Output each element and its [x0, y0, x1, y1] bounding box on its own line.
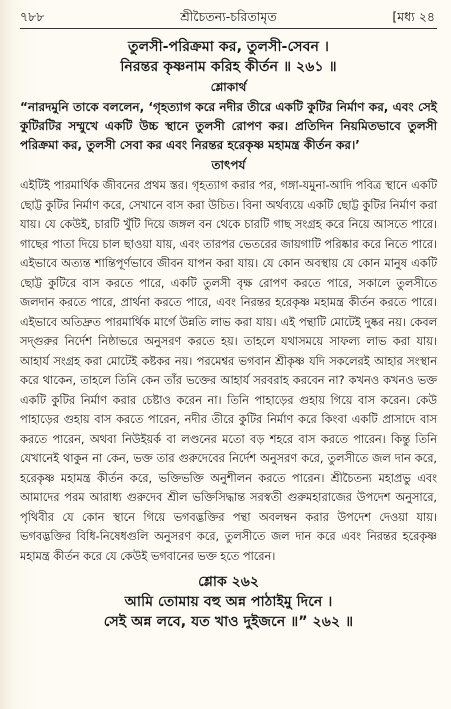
book-title: শ্রীচৈতন্য-চরিতামৃত [180, 9, 277, 24]
verse-261-line-1: তুলসী-পরিক্রমা কর, তুলসী-সেবন । [128, 39, 329, 55]
translation-heading: শ্লোকার্থ [210, 80, 247, 94]
chapter-reference: [মধ্য ২৪ [392, 9, 435, 24]
verse-262-number: শ্লোক ২৬২ [198, 574, 259, 590]
verse-261-line-2: নিরন্তর কৃষ্ণনাম করিহ কীর্তন ॥ ২৬১ ॥ [120, 59, 337, 75]
verse-262-line-1: আমি তোমায় বহু অন্ন পাঠাইমু দিনে । [124, 594, 333, 610]
translation-text: “নারদমুনি তাকে বললেন, ‘গৃহত্যাগ করে নদীর তীরে একটি কুটির নির্মাণ কর, এবং সেই কুটিরটির সম্মুখে একটি উচ্চ স্থানে তুলসী রোপণ কর। প্রতিদিন নিয়মিতভাবে তুলসী পরিক্রমা কর, তুলসী সেবা কর এবং নিরন্তর হরেকৃষ্ণ মহামন্ত্র কীর্তন কর।’ [20, 100, 437, 152]
page-number: ৭৮৮ [20, 9, 45, 24]
verse-262 [20, 592, 437, 632]
purport-text: এইটিই পারমার্থিক জীবনের প্রথম স্তর। গৃহত্যাগ করার পর, গঙ্গা-যমুনা-আদি পবিত্র স্থানে একটি ছোট্ট কুটির নির্মাণ করে, সেখানে বাস করা উচিত। বিনা অর্থব্যয়ে একটি ছোট্ট কুটির নির্মাণ করা যায়। যে কেউই, চারটি খুঁটি দিয়ে জঙ্গল বন থেকে চারটি গাছ সংগ্রহ করে নিয়ে আসতে পারে। গাছের পাতা দিয়ে চাল ছাওয়া যায়, এবং তারপর ভেতরের জায়গাটি পরিষ্কার করে নিতে পারে। এইভাবে অত্যন্ত শান্তিপূর্ণভাবে জীবন যাপন করা যায়। যে কোন অবস্থায় যে কোন মানুষ একটি ছোট্ট কুটিরে বাস করতে পারে, একটি তুলসী বৃক্ষ রোপণ করতে পারে, সকালে তুলসীতে জলদান করতে পারে, প্রার্থনা করতে পারে, এবং নিরন্তর হরেকৃষ্ণ মহামন্ত্র কীর্তন করতে পারে। এইভাবে অতিদ্রুত পারমার্থিক মার্গে উন্নতি লাভ করা যায়। এই পন্থাটি মোটেই দুষ্কর নয়। কেবল সদ্গুরুর নির্দেশ নিষ্ঠাভরে অনুসরণ করতে হয়। তাহলে যথাসময়ে সাফল্য লাভ করা যায়। আহার্য সংগ্রহ করা মোটেই কষ্টকর নয়। পরমেশ্বর ভগবান শ্রীকৃষ্ণ যদি সকলেরই আহার সংস্থান করে থাকেন, তাহলে তিনি কেন তাঁর ভক্তের আহার্য সরবরাহ করবেন না? কখনও কখনও ভক্ত একটি কুটির নির্মাণ করার চেষ্টাও করেন না। তিনি পাহাড়ের গুহায় গিয়ে বাস করেন। কেউ পাহাড়ের গুহায় বাস করতে পারেন, নদীর তীরে কুটির নির্মাণ করে কিংবা একটি প্রাসাদে বাস করতে পারেন, অথবা নিউইয়র্ক বা লণ্ডনের মতো বড় শহরে বাস করতে পারেন। কিন্তু তিনি যেখানেই থাকুন না কেন, ভক্ত তার গুরুদেবের নির্দেশ অনুসরণ করে, তুলসীতে জল দান করে, হরেকৃষ্ণ মহামন্ত্র কীর্তন করে, ভক্তিভক্তি অনুশীলন করতে পারেন। শ্রীচৈতন্য মহাপ্রভু এবং আমাদের পরম আরাধ্য গুরুদেব শ্রীল ভক্তিসিদ্ধান্ত সরস্বতী গুরুমহারাজের উপদেশ অনুসারে, পৃথিবীর যে কোন স্থানে গিয়ে ভগবদ্ভক্তির পন্থা অবলম্বন করার উপদেশ দেওয়া যায়। ভগবদ্ভক্তির বিধি-নিষেধগুলি অনুসরণ করে, তুলসীতে জল দান করে এবং নিরন্তর হরেকৃষ্ণ মহামন্ত্র কীর্তন করে যে কেউই ভগবানের ভক্ত হতে পারেন। [20, 179, 437, 563]
purport-heading: তাৎপর্য [211, 158, 246, 172]
verse-261 [20, 37, 437, 77]
verse-262-line-2: সেই অন্ন লবে, যত খাও দুইজনে ॥” ২৬২ ॥ [103, 614, 354, 630]
running-head [20, 6, 437, 28]
